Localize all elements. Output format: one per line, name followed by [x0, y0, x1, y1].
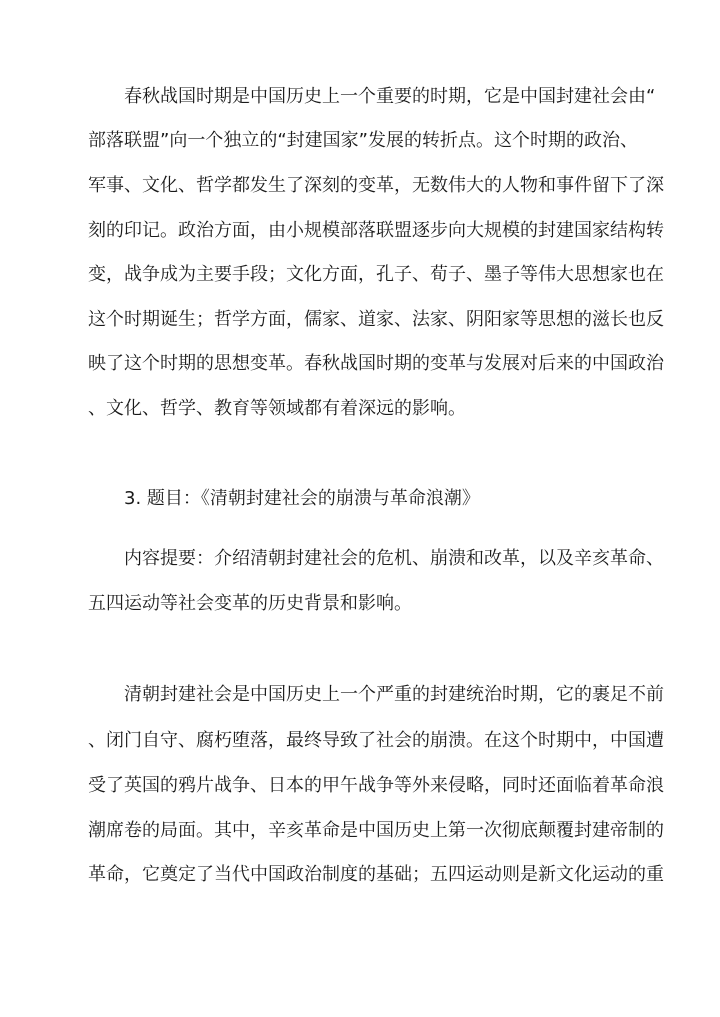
text-line: 清朝封建社会是中国历史上一个严重的封建统治时期，它的裹足不前 [88, 684, 664, 705]
text-line: 这个时期诞生；哲学方面，儒家、道家、法家、阴阳家等思想的滋长也反 [88, 309, 664, 330]
text-line: 受了英国的鸦片战争、日本的甲午战争等外来侵略，同时还面临着革命浪 [88, 775, 664, 796]
text-line: 五四运动等社会变革的历史背景和影响。 [88, 593, 412, 614]
text-line: 潮席卷的局面。其中，辛亥革命是中国历史上第一次彻底颠覆封建帝制的 [88, 820, 664, 841]
text-line: 部落联盟”向一个独立的“封建国家”发展的转折点。这个时期的政治、 [88, 130, 638, 151]
text-line: 春秋战国时期是中国历史上一个重要的时期，它是中国封建社会由“ [88, 86, 656, 107]
text-line: 革命，它奠定了当代中国政治制度的基础；五四运动则是新文化运动的重 [88, 864, 664, 885]
text-line: 内容提要：介绍清朝封建社会的危机、崩溃和改革，以及辛亥革命、 [88, 548, 664, 569]
text-line: 映了这个时期的思想变革。春秋战国时期的变革与发展对后来的中国政治 [88, 353, 664, 374]
text-line: 、文化、哲学、教育等领域都有着深远的影响。 [88, 398, 466, 419]
text-line: 刻的印记。政治方面，由小规模部落联盟逐步向大规模的封建国家结构转 [88, 220, 664, 241]
heading-line: 3. 题目：《清朝封建社会的崩溃与革命浪潮》 [88, 488, 480, 509]
text-line: 、闭门自守、腐朽堕落，最终导致了社会的崩溃。在这个时期中，中国遭 [88, 730, 664, 751]
text-line: 军事、文化、哲学都发生了深刻的变革，无数伟大的人物和事件留下了深 [88, 175, 664, 196]
text-line: 变，战争成为主要手段；文化方面，孔子、荀子、墨子等伟大思想家也在 [88, 264, 664, 285]
